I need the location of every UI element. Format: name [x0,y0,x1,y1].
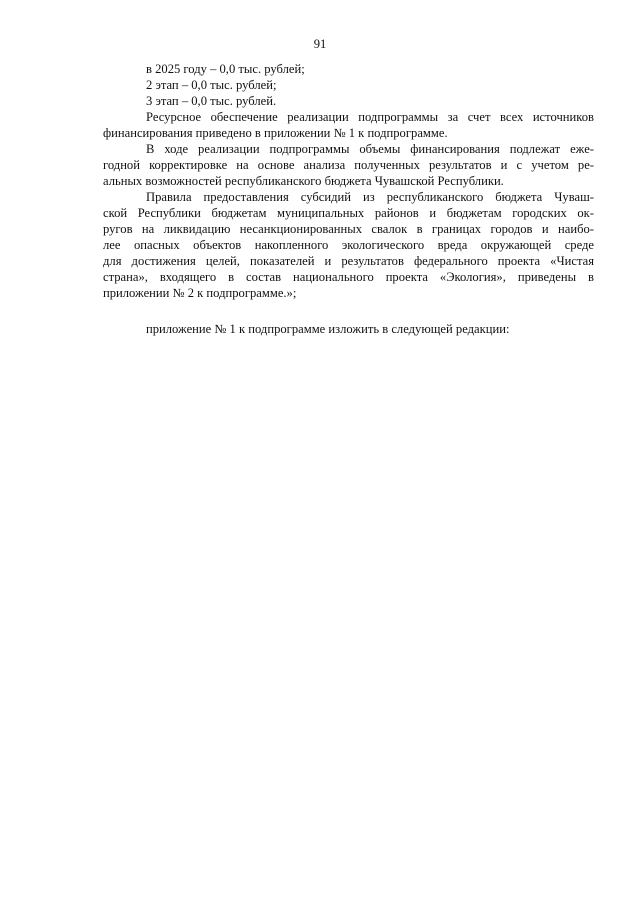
text-line: приложении № 2 к подпрограмме.»; [103,286,297,300]
text-line: страна», входящего в состав национального проекта «Экология», приведены в [103,270,594,284]
text-line: 2 этап – 0,0 тыс. рублей; [146,78,277,92]
text-line: альных возможностей республиканского бюджета Чувашской Республики. [103,174,504,188]
text-line: ругов на ликвидацию несанкционированных свалок в границах городов и наибо- [103,222,594,236]
text-line: лее опасных объектов накопленного экологического вреда окружающей среде [103,238,594,252]
text-line: Правила предоставления субсидий из республиканского бюджета Чуваш- [146,190,594,204]
text-line: годной корректировке на основе анализа полученных результатов и с учетом ре- [103,158,594,172]
page-number: 91 [313,37,327,51]
text-line: для достижения целей, показателей и результатов федерального проекта «Чистая [103,254,594,268]
text-line: 3 этап – 0,0 тыс. рублей. [146,94,277,108]
text-line: В ходе реализации подпрограммы объемы финансирования подлежат еже- [146,142,594,156]
text-line: в 2025 году – 0,0 тыс. рублей; [146,62,305,76]
text-line: Ресурсное обеспечение реализации подпрограммы за счет всех источников [146,110,594,124]
text-line: финансирования приведено в приложении № 1 к подпрограмме. [103,126,448,140]
text-line: ской Республики бюджетам муниципальных районов и бюджетам городских ок- [103,206,594,220]
text-line: приложение № 1 к подпрограмме изложить в следующей редакции: [146,322,510,336]
